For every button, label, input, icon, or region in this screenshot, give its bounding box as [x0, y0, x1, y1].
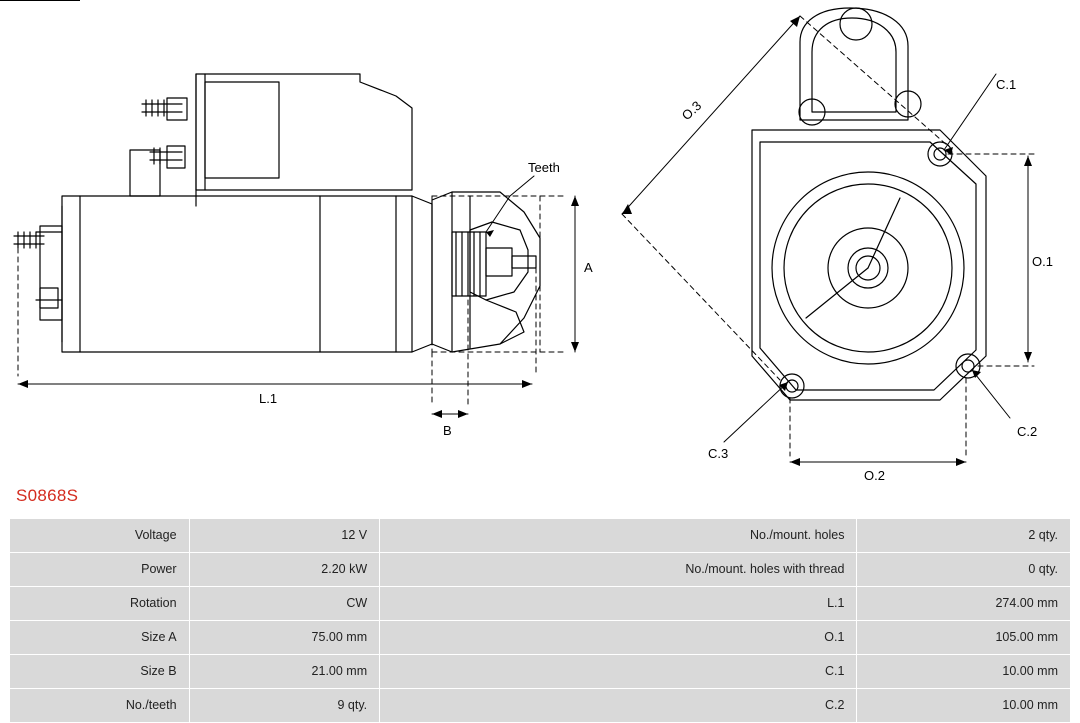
spec-label-o1: O.1: [380, 621, 857, 655]
spec-label-rotation: Rotation: [10, 587, 190, 621]
spec-label-l1: L.1: [380, 587, 857, 621]
spec-value-size-b: 21.00 mm: [189, 655, 380, 689]
label-teeth: Teeth: [528, 160, 560, 175]
dimension-b: [432, 300, 468, 418]
label-dimension-o2: O.2: [864, 468, 885, 483]
starter-front-view: [752, 8, 986, 400]
spec-label-c2: C.2: [380, 689, 857, 723]
spec-value-mount-holes-thread: 0 qty.: [857, 553, 1071, 587]
spec-label-voltage: Voltage: [10, 519, 190, 553]
table-row: [10, 553, 1071, 587]
spec-label-size-a: Size A: [10, 621, 190, 655]
label-dimension-c1: C.1: [996, 77, 1017, 92]
spec-value-mount-holes: 2 qty.: [857, 519, 1071, 553]
table-row: [10, 655, 1071, 689]
spec-label-c1: C.1: [380, 655, 857, 689]
specification-table: [9, 518, 1071, 723]
dimension-o3: [622, 16, 948, 380]
spec-value-size-a: 75.00 mm: [189, 621, 380, 655]
spec-value-l1: 274.00 mm: [857, 587, 1071, 621]
spec-value-c1: 10.00 mm: [857, 655, 1071, 689]
table-row: [10, 519, 1071, 553]
dimension-c3: [724, 382, 788, 442]
table-row: [10, 621, 1071, 655]
spec-value-voltage: 12 V: [189, 519, 380, 553]
label-dimension-o3: O.3: [678, 97, 705, 124]
table-row: [10, 587, 1071, 621]
spec-value-c2: 10.00 mm: [857, 689, 1071, 723]
starter-side-view: [14, 74, 540, 352]
spec-value-o1: 105.00 mm: [857, 621, 1071, 655]
dimension-c1: [944, 74, 996, 155]
spec-label-size-b: Size B: [10, 655, 190, 689]
dimension-c2: [972, 370, 1010, 418]
label-dimension-b: B: [443, 423, 452, 438]
label-dimension-c2: C.2: [1017, 424, 1038, 439]
label-dimension-o1: O.1: [1032, 254, 1053, 269]
spec-value-no-teeth: 9 qty.: [189, 689, 380, 723]
spec-label-no-teeth: No./teeth: [10, 689, 190, 723]
label-dimension-c3: C.3: [708, 446, 729, 461]
label-dimension-l1: L.1: [259, 391, 278, 406]
spec-label-mount-holes-thread: No./mount. holes with thread: [380, 553, 857, 587]
spec-value-rotation: CW: [189, 587, 380, 621]
teeth-callout: [486, 176, 534, 237]
spec-label-power: Power: [10, 553, 190, 587]
dimension-a: [432, 196, 579, 352]
spec-label-mount-holes: No./mount. holes: [380, 519, 857, 553]
page-title: S0868S: [16, 486, 79, 505]
spec-value-power: 2.20 kW: [189, 553, 380, 587]
dimension-o1: [948, 154, 1034, 366]
table-row: [10, 689, 1071, 723]
dimension-o2: [790, 378, 966, 466]
label-dimension-a: A: [584, 260, 593, 275]
dimension-l1: [18, 248, 536, 388]
